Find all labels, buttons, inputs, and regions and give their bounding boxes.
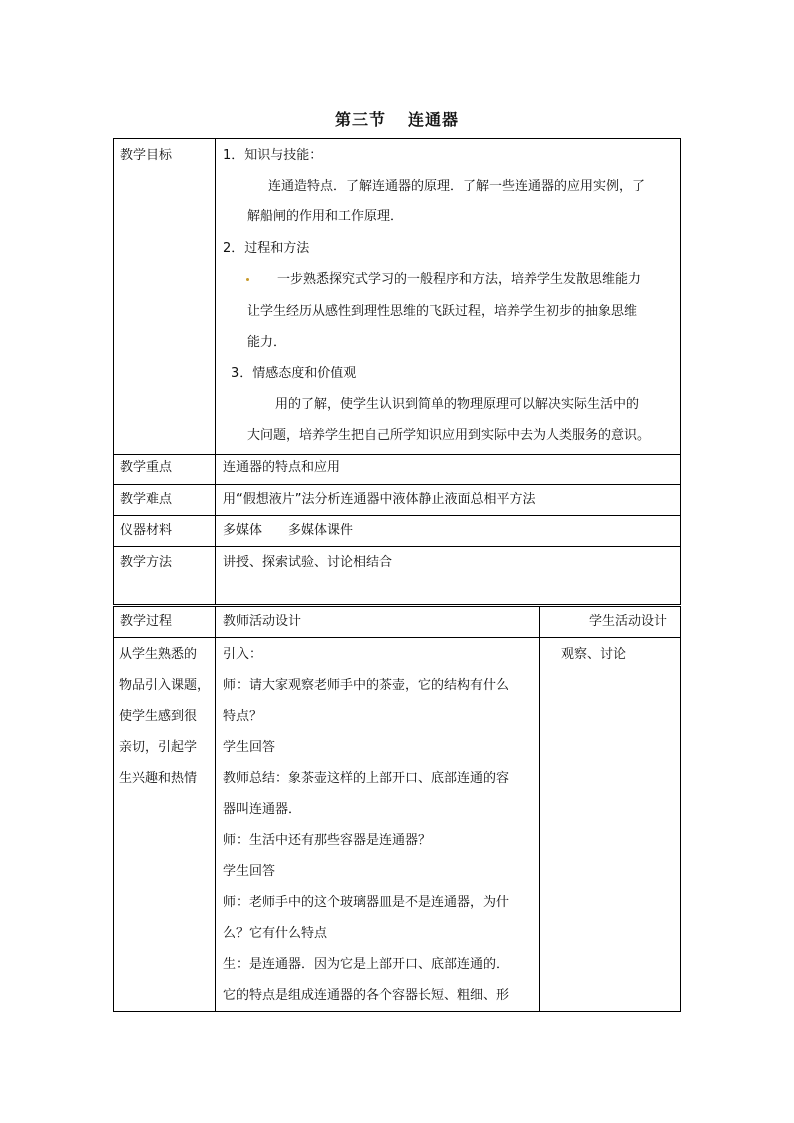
goal-1-line-2: 解船闸的作用和工作原理．	[247, 209, 404, 224]
teacher-line: 学生回答	[223, 864, 276, 879]
goal-2-line-1: 一步熟悉探究式学习的一般程序和方法，培养学生发散思维能力	[277, 272, 642, 287]
table-border	[113, 1011, 681, 1012]
page-title	[0, 107, 794, 130]
teacher-line: 它的特点是组成连通器的各个容器长短、粗细、形	[223, 988, 510, 1003]
table-border	[680, 138, 681, 605]
focus-label: 教学重点	[120, 460, 173, 475]
teacher-line: 引入：	[223, 647, 263, 662]
table-border	[113, 546, 681, 547]
table-border	[680, 606, 681, 1012]
student-activity: 观察、讨论	[561, 647, 627, 662]
goal-2-heading: 2．过程和方法	[223, 241, 310, 256]
table-border	[113, 454, 681, 455]
table-border	[113, 484, 681, 485]
process-stage-line: 从学生熟悉的	[119, 647, 198, 662]
table-border	[215, 138, 216, 605]
teacher-line: 学生回答	[223, 740, 276, 755]
difficulty-value: 用“假想液片”法分析连通器中液体静止液面总相平方法	[223, 492, 536, 507]
teacher-line: 教师总结：象茶壶这样的上部开口、底部连通的容	[223, 771, 510, 786]
goal-3-line-2: 大问题，培养学生把自己所学知识应用到实际中去为人类服务的意识。	[247, 428, 651, 443]
teacher-line: 师：生活中还有那些容器是连通器？	[223, 833, 432, 848]
goals-label: 教学目标	[120, 148, 173, 163]
table-border	[113, 138, 114, 605]
method-label: 教学方法	[120, 555, 173, 570]
teacher-line: 师：老师手中的这个玻璃器皿是不是连通器，为什	[223, 895, 510, 910]
teacher-line: 师：请大家观察老师手中的茶壶，它的结构有什么	[223, 678, 510, 693]
materials-value-2: 多媒体课件	[288, 523, 354, 538]
process-col-header-teacher: 教师活动设计	[223, 614, 302, 629]
materials-label: 仪器材料	[120, 523, 173, 538]
table-border	[113, 138, 681, 139]
teacher-line: 生：是连通器．因为它是上部开口、底部连通的．	[223, 957, 510, 972]
goal-1-line-1: 连通造特点．了解连通器的原理．了解一些连通器的应用实例，了	[268, 179, 646, 194]
process-stage-line: 物品引入课题，	[119, 678, 211, 693]
difficulty-label: 教学难点	[120, 492, 173, 507]
bullet-icon	[246, 278, 249, 281]
table-border	[113, 515, 681, 516]
table-border	[113, 637, 681, 638]
method-value: 讲授、探索试验、讨论相结合	[223, 555, 393, 570]
goal-3-line-1: 用的了解，使学生认识到简单的物理原理可以解决实际生活中的	[275, 397, 640, 412]
table-border	[113, 606, 114, 1012]
process-col-header-stage: 教学过程	[120, 614, 173, 629]
table-border	[539, 606, 540, 1012]
process-stage-line: 生兴趣和热情	[119, 771, 198, 786]
teacher-line: 么？它有什么特点	[223, 926, 328, 941]
process-stage-line: 使学生感到很	[119, 709, 198, 724]
table-border	[113, 604, 681, 605]
goal-2-line-2: 让学生经历从感性到理性思维的飞跃过程，培养学生初步的抽象思维	[247, 304, 638, 319]
process-col-header-student: 学生活动设计	[589, 614, 668, 629]
process-stage-line: 亲切，引起学	[119, 740, 198, 755]
goal-1-heading: 1．知识与技能：	[223, 148, 323, 163]
materials-value-1: 多媒体	[223, 523, 263, 538]
teacher-line: 器叫连通器．	[223, 802, 302, 817]
title-section: 第三节	[334, 110, 386, 129]
goal-3-heading: 3．情感态度和价值观	[231, 366, 357, 381]
goal-2-line-3: 能力．	[247, 335, 287, 350]
focus-value: 连通器的特点和应用	[223, 460, 341, 475]
table-border	[113, 606, 681, 607]
title-topic: 连通器	[408, 110, 460, 129]
table-border	[215, 606, 216, 1012]
teacher-line: 特点？	[223, 709, 263, 724]
